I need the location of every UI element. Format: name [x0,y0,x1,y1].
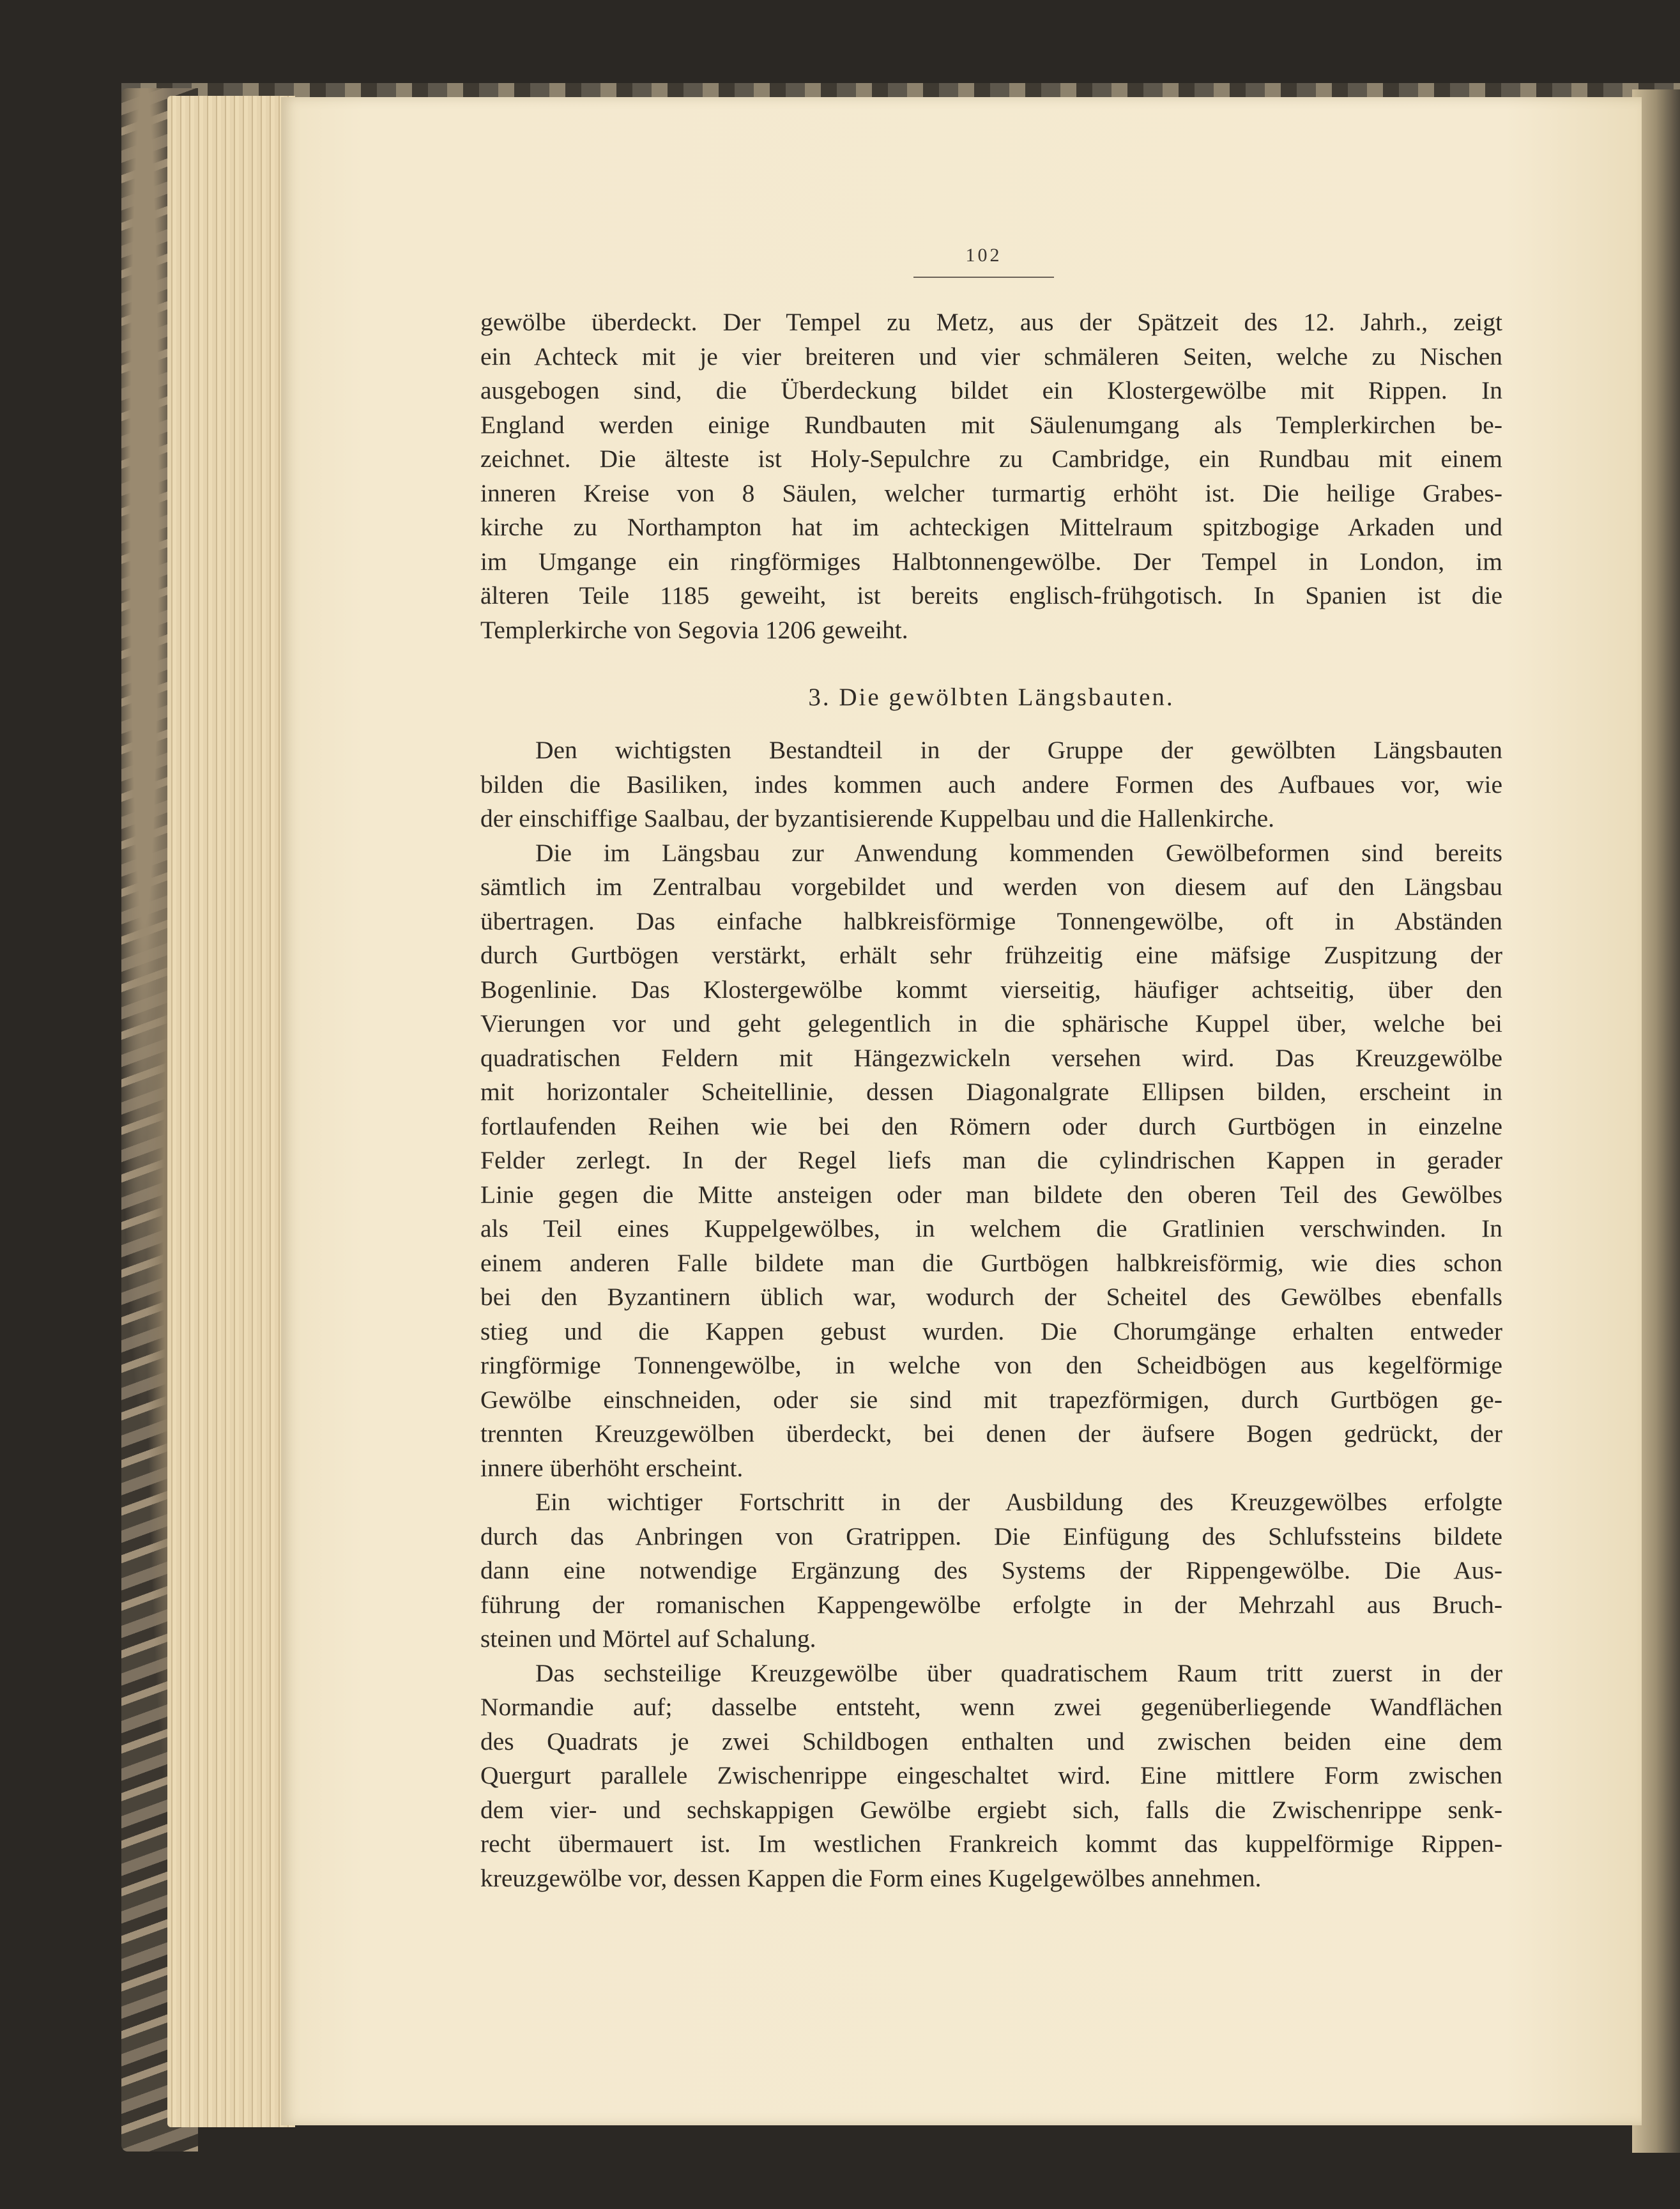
text-line: älteren Teile 1185 geweiht, ist bereits englisch-frühgotisch. In Spanien ist die [480,581,1502,609]
text-line: Quergurt parallele Zwischenrippe eingeschaltet wird. Eine mittlere Form zwischen [480,1761,1502,1789]
text-line: übertragen. Das einfache halbkreisförmige Tonnengewölbe, oft in Abständen [480,906,1502,935]
text-line: gewölbe überdeckt. Der Tempel zu Metz, aus der Spätzeit des 12. Jahrh., zeigt [480,308,1502,336]
text-line: durch Gurtbögen verstärkt, erhält sehr frühzeitig eine mäfsige Zuspitzung der [480,941,1502,969]
text-line: trennten Kreuzgewölben überdeckt, bei denen der äufsere Bogen gedrückt, der [480,1419,1502,1448]
text-line: Templerkirche von Segovia 1206 geweiht. [480,615,908,644]
text-line: bei den Byzantinern üblich war, wodurch der Scheitel des Gewölbes ebenfalls [480,1283,1502,1311]
text-line: kirche zu Northampton hat im achteckigen Mittelraum spitzbogige Arkaden und [480,513,1502,541]
page-number: 102 [965,245,1002,266]
text-line: sämtlich im Zentralbau vorgebildet und werden von diesem auf den Längsbau [480,873,1502,901]
text-line: kreuzgewölbe vor, dessen Kappen die Form eines Kugelgewölbes annehmen. [480,1863,1262,1892]
text-line: bilden die Basiliken, indes kommen auch andere Formen des Aufbaues vor, wie [480,770,1502,799]
text-line: zeichnet. Die älteste ist Holy-Sepulchre zu Cambridge, ein Rundbau mit einem [480,445,1502,473]
text-line: als Teil eines Kuppelgewölbes, in welchem die Gratlinien verschwinden. In [480,1214,1502,1242]
text-line: mit horizontaler Scheitellinie, dessen Diagonalgrate Ellipsen bilden, erscheint in [480,1078,1502,1106]
text-line: steinen und Mörtel auf Schalung. [480,1624,816,1653]
text-line: Bogenlinie. Das Klostergewölbe kommt vierseitig, häufiger achtseitig, über den [480,975,1502,1004]
text-line: Vierungen vor und geht gelegentlich in die sphärische Kuppel über, welche bei [480,1009,1502,1037]
text-line: dann eine notwendige Ergänzung des Systems der Rippengewölbe. Die Aus- [480,1556,1502,1584]
text-line: fortlaufenden Reihen wie bei den Römern oder durch Gurtbögen in einzelne [480,1112,1502,1140]
text-line: recht übermauert ist. Im westlichen Frankreich kommt das kuppelförmige Rippen- [480,1830,1502,1858]
text-line: einem anderen Falle bildete man die Gurtbögen halbkreisförmig, wie dies schon [480,1248,1502,1277]
text-before-heading [480,305,1502,647]
text-line: Gewölbe einschneiden, oder sie sind mit trapezförmigen, durch Gurtbögen ge- [480,1385,1502,1414]
page-edges [167,96,295,2127]
text-line: England werden einige Rundbauten mit Säulenumgang als Templerkirchen be- [480,410,1502,439]
text-line: dem vier- und sechskappigen Gewölbe ergiebt sich, falls die Zwischenrippe senk- [480,1795,1502,1824]
text-line: innere überhöht erscheint. [480,1453,744,1482]
text-line: Das sechsteilige Kreuzgewölbe über quadratischem Raum tritt zuerst in der [535,1658,1502,1687]
text-line: im Umgange ein ringförmiges Halbtonnengewölbe. Der Tempel in London, im [480,547,1502,576]
text-after-heading [480,733,1502,1895]
text-line: stieg und die Kappen gebust wurden. Die Chorumgänge erhalten entweder [480,1317,1502,1345]
page-body [480,305,1502,1895]
section-heading: 3. Die gewölbten Längsbauten. [808,684,1175,711]
text-line: der einschiffige Saalbau, der byzantisierende Kuppelbau und die Hallenkirche. [480,804,1275,832]
text-line: durch das Anbringen von Gratrippen. Die Einfügung des Schlufssteins bildete [480,1522,1502,1550]
text-line: quadratischen Feldern mit Hängezwickeln versehen wird. Das Kreuzgewölbe [480,1043,1502,1072]
text-line: ausgebogen sind, die Überdeckung bildet ein Klostergewölbe mit Rippen. In [480,376,1502,404]
page-number-rule [913,277,1054,278]
text-line: des Quadrats je zwei Schildbogen enthalten und zwischen beiden eine dem [480,1727,1502,1755]
text-line: Den wichtigsten Bestandteil in der Gruppe der gewölbten Längsbauten [535,736,1502,764]
text-line: Felder zerlegt. In der Regel liefs man die cylindrischen Kappen in gerader [480,1146,1502,1174]
text-line: führung der romanischen Kappengewölbe erfolgte in der Mehrzahl aus Bruch- [480,1590,1502,1619]
text-line: ringförmige Tonnengewölbe, in welche von den Scheidbögen aus kegelförmige [480,1351,1502,1379]
text-line: Normandie auf; dasselbe entsteht, wenn zwei gegenüberliegende Wandflächen [480,1693,1502,1721]
text-line: Ein wichtiger Fortschritt in der Ausbildung des Kreuzgewölbes erfolgte [535,1488,1502,1516]
text-line: ein Achteck mit je vier breiteren und vier schmäleren Seiten, welche zu Nischen [480,342,1502,371]
text-line: Die im Längsbau zur Anwendung kommenden Gewölbeformen sind bereits [535,838,1502,867]
text-line: Linie gegen die Mitte ansteigen oder man bildete den oberen Teil des Gewölbes [480,1180,1502,1209]
text-line: inneren Kreise von 8 Säulen, welcher turmartig erhöht ist. Die heilige Grabes- [480,478,1502,507]
